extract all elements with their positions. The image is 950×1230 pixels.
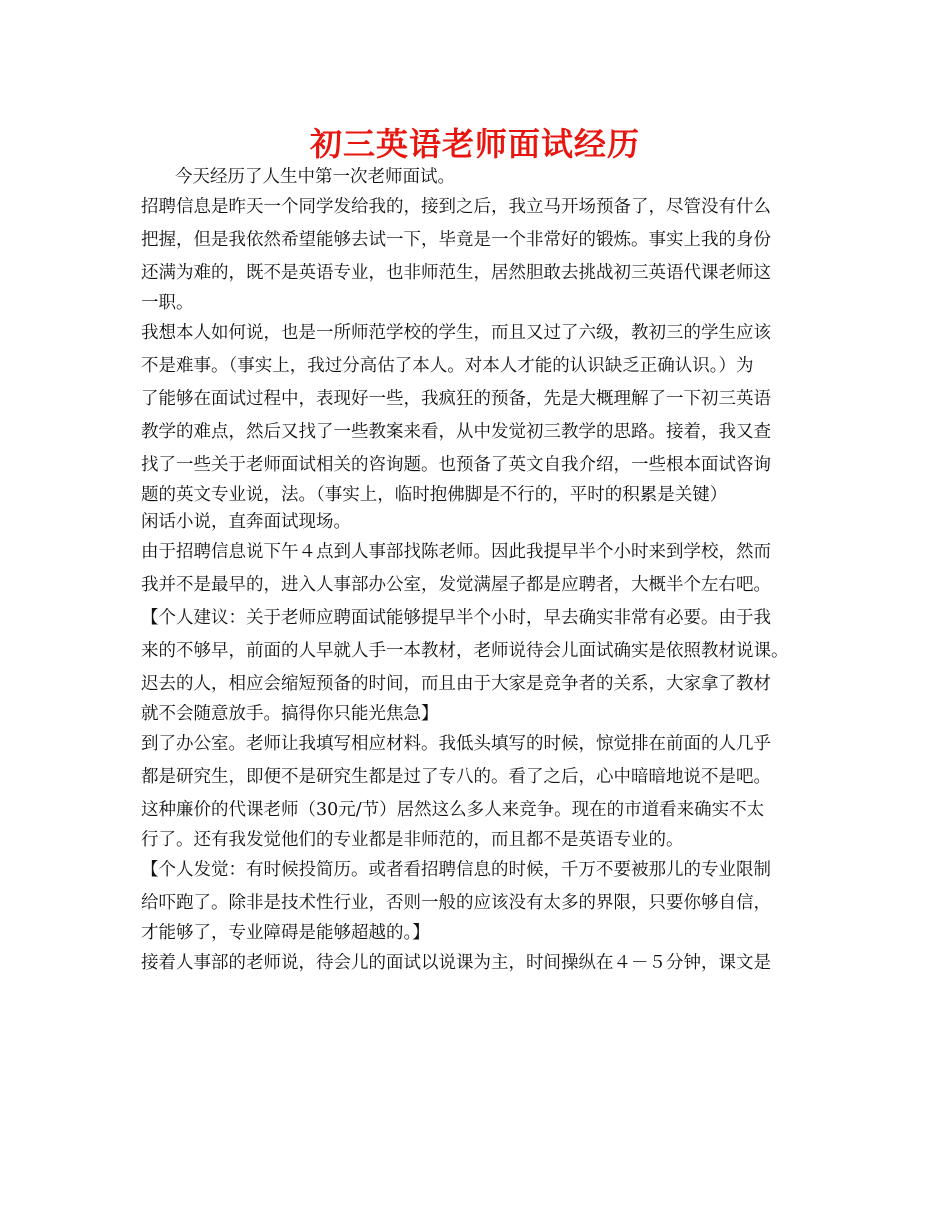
body-line: 都是研究生，即便不是研究生都是过了专八的。看了之后，心中暗暗地说不是吧。 (141, 767, 771, 787)
body-line: 迟去的人，相应会缩短预备的时间，而且由于大家是竞争者的关系，大家拿了教材 (141, 674, 771, 694)
body-line: 到了办公室。老师让我填写相应材料。我低头填写的时候，惊觉排在前面的人几乎 (141, 734, 771, 754)
body-line: 给吓跑了。除非是技术性行业，否则一般的应该没有太多的界限，只要你够自信， (141, 893, 771, 913)
body-line: 才能够了，专业障碍是能够超越的。】 (141, 923, 430, 943)
body-line: 不是难事。（事实上，我过分高估了本人。对本人才能的认识缺乏正确认识。）为 (141, 356, 754, 376)
body-line: 我想本人如何说，也是一所师范学校的学生，而且又过了六级，教初三的学生应该 (141, 323, 771, 343)
body-line: 招聘信息是昨天一个同学发给我的，接到之后，我立马开场预备了，尽管没有什么 (141, 197, 771, 217)
document-title: 初三英语老师面试经历 (309, 125, 640, 163)
body-line: 教学的难点，然后又找了一些教案来看，从中发觉初三教学的思路。接着，我又查 (141, 422, 771, 442)
body-line: 这种廉价的代课老师（30元/节）居然这么多人来竞争。现在的市道看来确实不太 (141, 800, 765, 820)
body-line: 闲话小说，直奔面试现场。 (141, 512, 351, 532)
body-line: 行了。还有我发觉他们的专业都是非师范的，而且都不是英语专业的。 (141, 830, 684, 850)
body-line: 了能够在面试过程中，表现好一些，我疯狂的预备，先是大概理解了一下初三英语 (141, 389, 771, 409)
body-line: 【个人发觉：有时候投简历。或者看招聘信息的时候，千万不要被那儿的专业限制 (141, 860, 771, 880)
body-line: 今天经历了人生中第一次老师面试。 (175, 167, 455, 187)
body-line: 接着人事部的老师说，待会儿的面试以说课为主，时间操纵在４－５分钟，课文是 (141, 953, 771, 973)
body-line: 题的英文专业说，法。（事实上，临时抱佛脚是不行的，平时的积累是关键） (141, 485, 728, 505)
body-line: 把握，但是我依然希望能够去试一下，毕竟是一个非常好的锻炼。事实上我的身份 (141, 230, 771, 250)
body-line: 一职。 (141, 293, 194, 313)
body-line: 由于招聘信息说下午４点到人事部找陈老师。因此我提早半个小时来到学校，然而 (141, 542, 771, 562)
body-line: 我并不是最早的，进入人事部办公室，发觉满屋子都是应聘者，大概半个左右吧。 (141, 575, 771, 595)
body-line: 还满为难的，既不是英语专业，也非师范生，居然胆敢去挑战初三英语代课老师这 (141, 263, 771, 283)
body-line: 来的不够早，前面的人早就人手一本教材，老师说待会儿面试确实是依照教材说课。 (141, 641, 789, 661)
document-body (141, 164, 831, 980)
body-line: 找了一些关于老师面试相关的咨询题。也预备了英文自我介绍，一些根本面试咨询 (141, 455, 771, 475)
body-line: 就不会随意放手。搞得你只能光焦急】 (141, 704, 439, 724)
body-line: 【个人建议：关于老师应聘面试能够提早半个小时，早去确实非常有必要。由于我 (141, 608, 771, 628)
